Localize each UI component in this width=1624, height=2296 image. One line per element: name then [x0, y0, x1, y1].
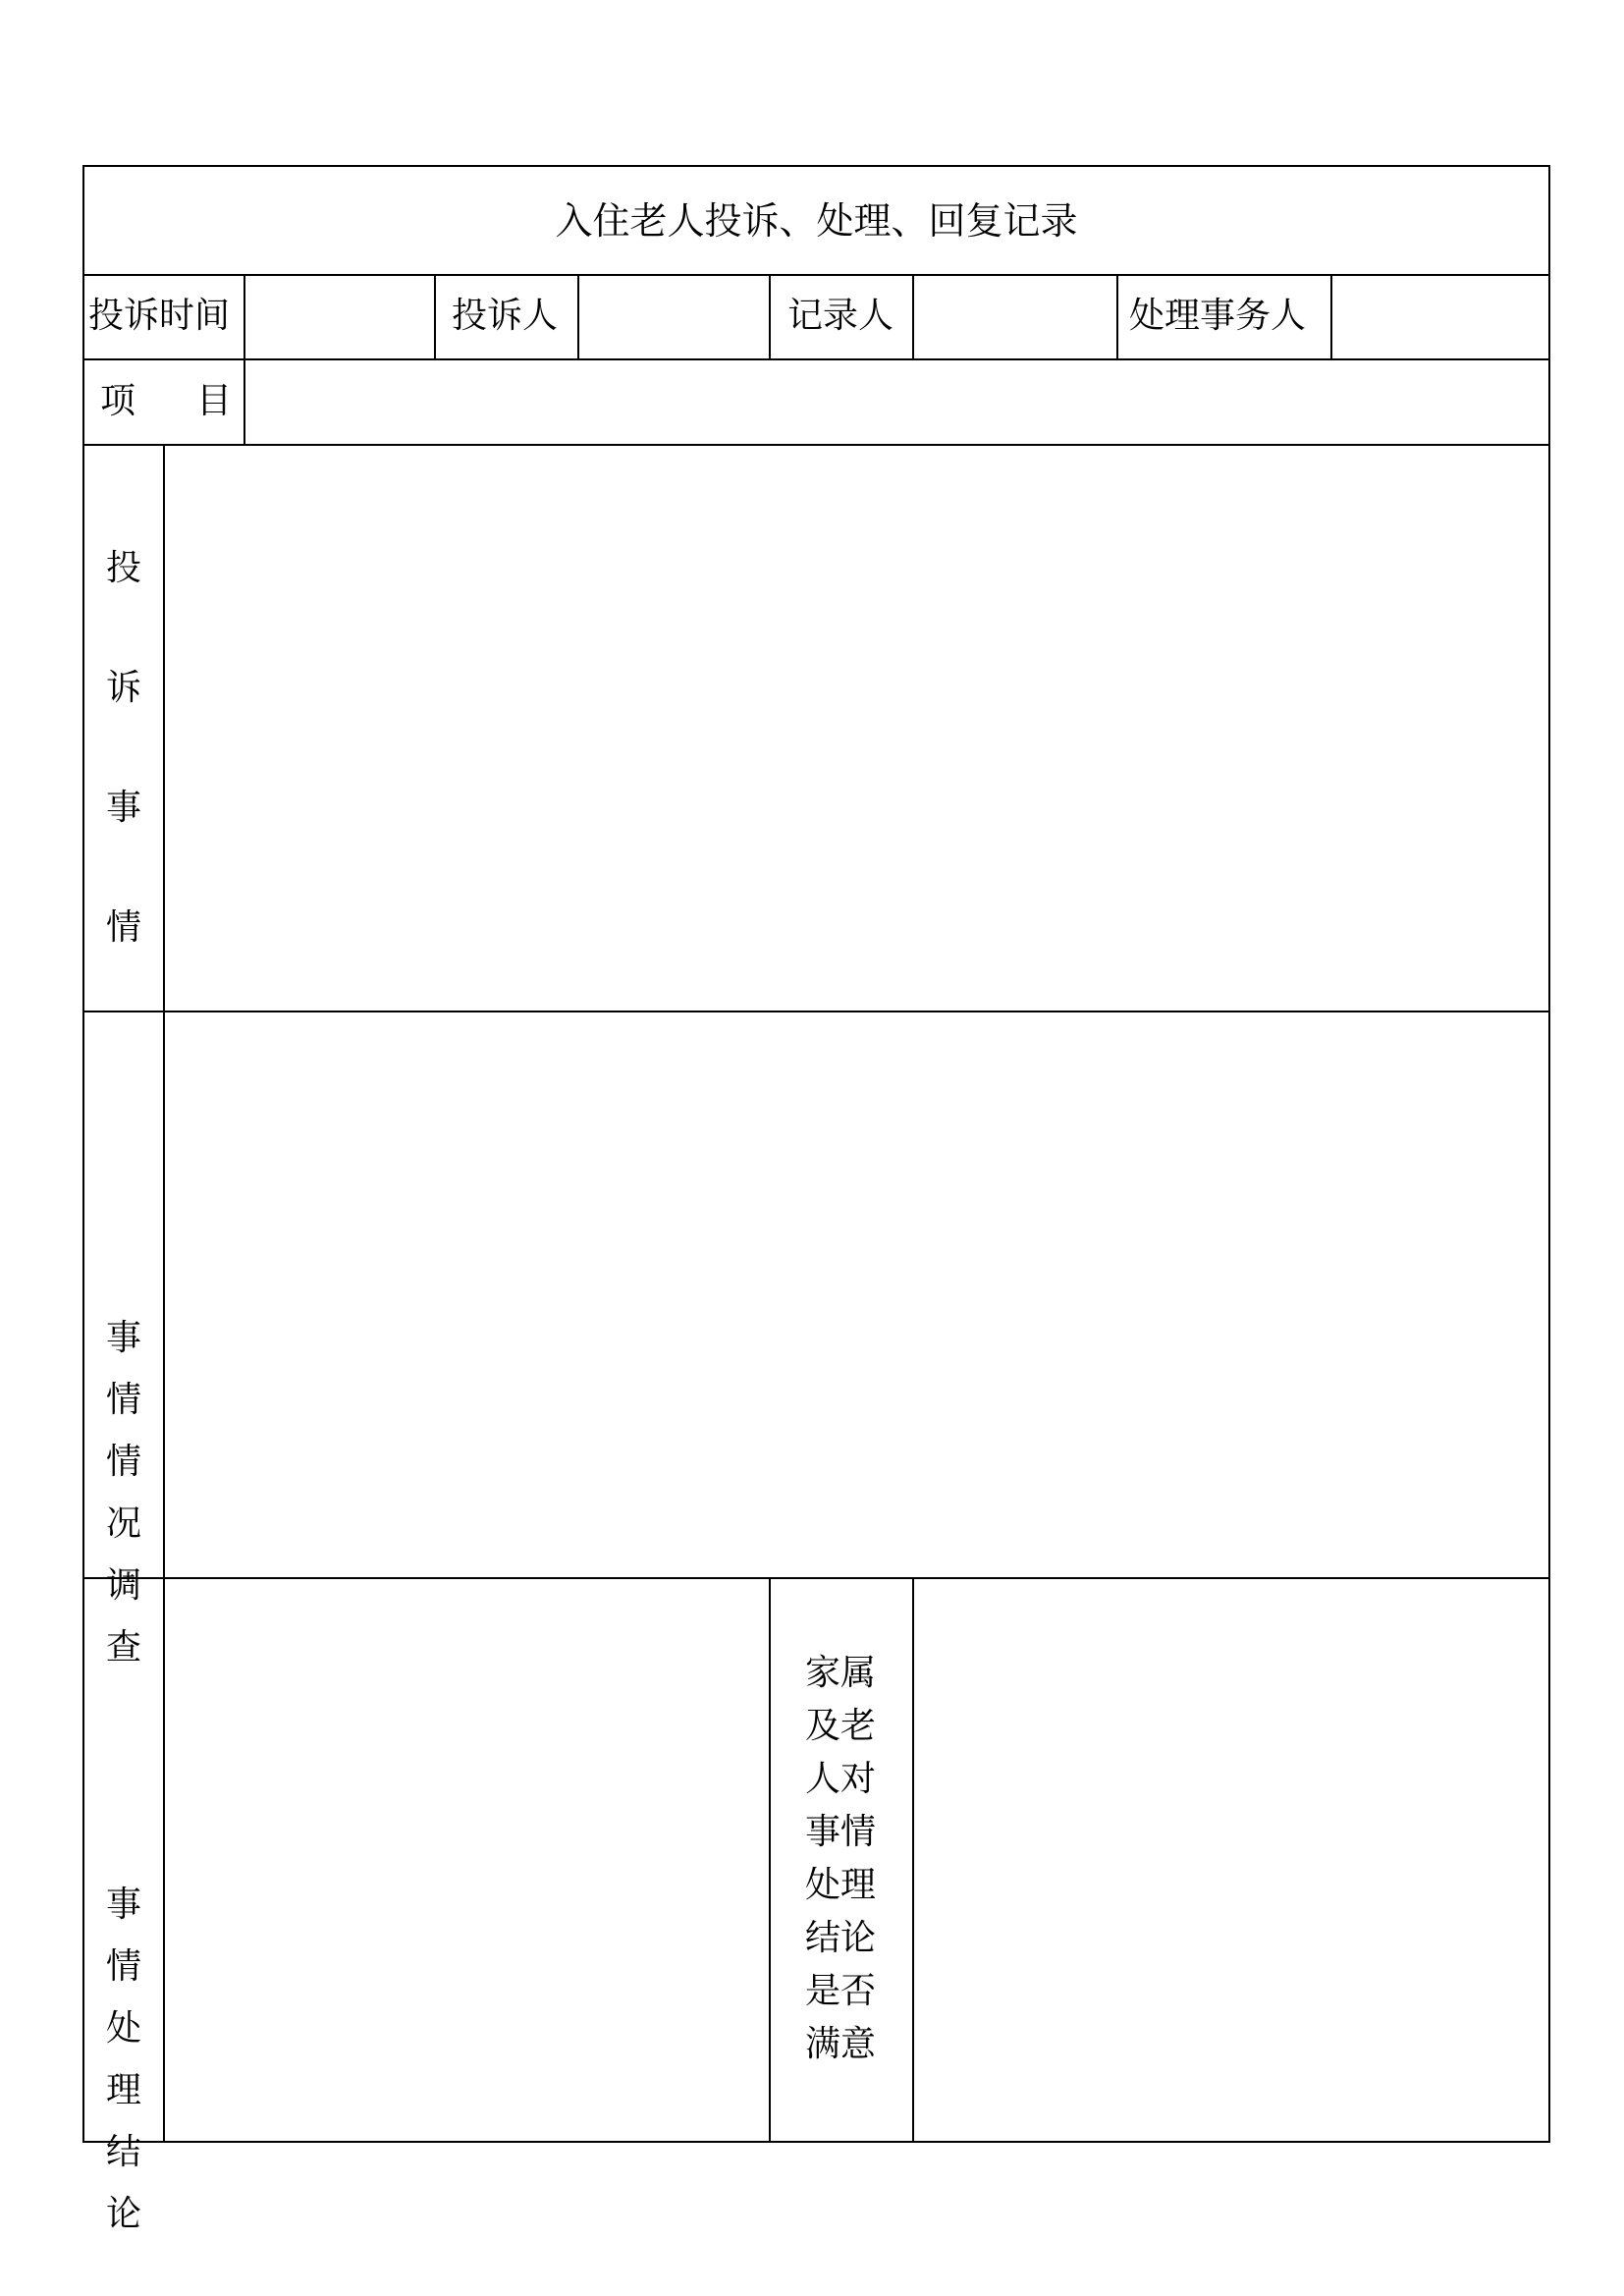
- recorder-field[interactable]: [914, 276, 1116, 358]
- investigation-field[interactable]: [165, 1012, 1548, 1577]
- complaint-time-field[interactable]: [245, 276, 434, 358]
- handler-field[interactable]: [1332, 276, 1548, 358]
- label-char: 投: [105, 548, 141, 588]
- label-line: 家属: [804, 1653, 876, 1693]
- complainant-label: 投诉人: [452, 296, 559, 336]
- label-char: 事: [105, 1318, 141, 1358]
- label-char: 事: [105, 1885, 141, 1925]
- complainant-field[interactable]: [579, 276, 769, 358]
- label-char: 事: [105, 788, 141, 828]
- satisfaction-label: [793, 1647, 888, 2071]
- label-char: 理: [105, 2070, 141, 2110]
- label-line: 及老: [804, 1706, 876, 1746]
- label-line: 人对: [804, 1759, 876, 1799]
- conclusion-label: [84, 1877, 163, 2236]
- form-title: 入住老人投诉、处理、回复记录: [555, 199, 1078, 243]
- label-char: 情: [105, 1946, 141, 1987]
- col-divider: [434, 274, 436, 360]
- label-line: 事情: [804, 1812, 876, 1852]
- label-char: 调: [105, 1565, 141, 1606]
- recorder-label: 记录人: [787, 296, 894, 336]
- handler-label: 处理事务人: [1129, 296, 1307, 336]
- item-label-left: 项: [100, 381, 136, 421]
- label-line: 结论: [804, 1918, 876, 1958]
- label-line: 是否: [804, 1971, 876, 2011]
- col-divider: [769, 274, 771, 360]
- item-field[interactable]: [245, 360, 1548, 444]
- label-line: 处理: [804, 1865, 876, 1905]
- complaint-matter-field[interactable]: [165, 446, 1548, 1011]
- label-char: 情: [105, 907, 141, 948]
- label-char: 查: [105, 1627, 141, 1667]
- label-char: 论: [105, 2194, 141, 2234]
- complaint-time-label: 投诉时间: [88, 296, 231, 336]
- complaint-record-form: [82, 165, 1550, 2234]
- investigation-label: [84, 1310, 163, 1669]
- label-char: 诉: [105, 668, 141, 708]
- label-char: 情: [105, 1442, 141, 1482]
- conclusion-field[interactable]: [165, 1579, 769, 2141]
- label-line: 满意: [804, 2024, 876, 2064]
- label-char: 结: [105, 2132, 141, 2172]
- label-char: 情: [105, 1380, 141, 1420]
- col-divider: [769, 1577, 771, 2141]
- label-char: 况: [105, 1503, 141, 1544]
- col-divider: [1116, 274, 1118, 360]
- complaint-matter-label: [84, 540, 163, 950]
- satisfaction-field[interactable]: [914, 1579, 1548, 2141]
- item-label-right: 目: [196, 381, 233, 421]
- label-char: 处: [105, 2008, 141, 2049]
